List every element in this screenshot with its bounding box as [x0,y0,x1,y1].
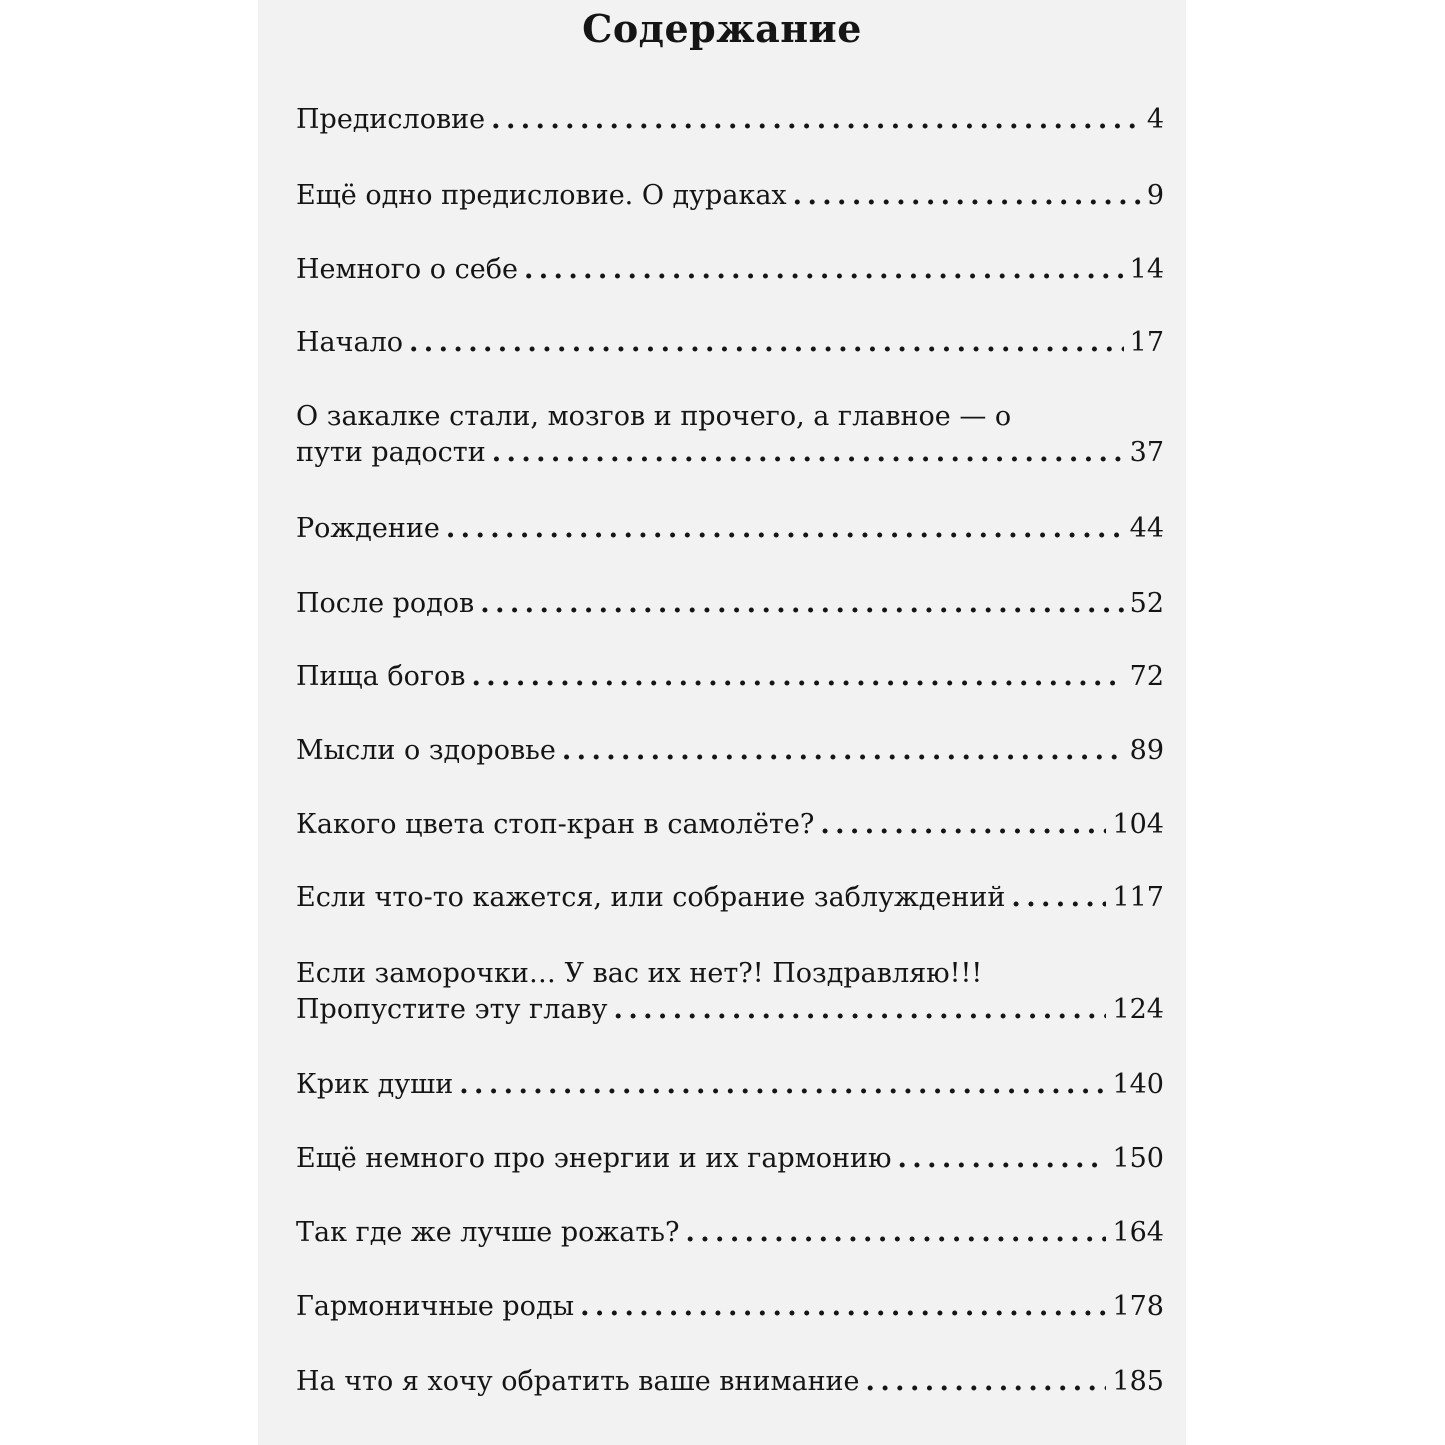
toc-entry [296,252,1164,288]
toc-page-number: 52 [1129,588,1164,619]
toc-page-number: 37 [1129,437,1164,468]
leader-dots [446,511,1124,547]
toc-page-number: 14 [1129,254,1164,285]
leader-dots [459,1067,1106,1103]
toc-entry [296,1141,1164,1177]
leader-dots [820,807,1106,843]
toc-page-number: 185 [1112,1366,1164,1397]
toc-entry-title: Пища богов [296,661,466,692]
toc-entry [296,733,1164,769]
leader-dots [866,1364,1107,1400]
toc-entry [296,659,1164,695]
leader-dots [524,252,1124,288]
toc-entry-title: Гармоничные роды [296,1291,575,1322]
toc-page-number: 124 [1112,994,1164,1025]
leader-dots [491,102,1141,138]
toc-entry [296,399,1164,471]
toc-entry-title: О закалке стали, мозгов и прочего, а главное — о [296,401,1012,432]
toc-entry-title: На что я хочу обратить ваше внимание [296,1366,860,1397]
toc-entry-title: Мысли о здоровье [296,735,556,766]
toc-page-number: 178 [1112,1291,1164,1322]
toc-entry-title: Предисловие [296,104,486,135]
toc-entry [296,807,1164,843]
toc-entry-title: Немного о себе [296,254,518,285]
leader-dots [471,659,1123,695]
toc-entry-title: Если заморочки… У вас их нет?! Поздравляю!!! [296,958,983,989]
toc-entry-title: Рождение [296,513,440,544]
toc-entry [296,102,1164,138]
leader-dots [409,325,1124,361]
toc-page-number: 104 [1112,809,1164,840]
toc-entry-title-continued: Пропустите эту главу [296,994,608,1025]
toc-entry [296,1215,1164,1251]
toc-entry-title: Какого цвета стоп-кран в самолёте? [296,809,815,840]
leader-dots [685,1215,1106,1251]
leader-dots [492,435,1124,471]
toc-entry [296,1067,1164,1103]
leader-dots [897,1141,1106,1177]
leader-dots [562,733,1124,769]
toc-page-number: 9 [1146,180,1164,211]
toc-entry-title: Крик души [296,1069,454,1100]
toc-entry-title: Так где же лучше рожать? [296,1217,680,1248]
toc-page-number: 4 [1146,104,1164,135]
toc-page-number: 89 [1129,735,1164,766]
toc-entry-title: Начало [296,327,403,358]
page-title: Содержание [582,6,862,51]
leader-dots [614,992,1107,1028]
leader-dots [580,1289,1106,1325]
leader-dots [1011,880,1106,916]
toc-page-number: 117 [1112,882,1164,913]
leader-dots [480,586,1123,622]
toc-entry [296,586,1164,622]
toc-entry-title: После родов [296,588,475,619]
toc-entry [296,1289,1164,1325]
toc-entry [296,325,1164,361]
toc-page-number: 164 [1112,1217,1164,1248]
toc-entry-title-continued: пути радости [296,437,486,468]
toc-entry [296,880,1164,916]
toc-page-number: 44 [1129,513,1164,544]
toc-entry-title: Ещё одно предисловие. О дураках [296,180,787,211]
toc-entry [296,178,1164,214]
toc-entry-title: Если что-то кажется, или собрание заблуждений [296,882,1006,913]
toc-page-number: 140 [1112,1069,1164,1100]
leader-dots [793,178,1141,214]
toc-entry [296,1364,1164,1400]
toc-entry [296,956,1164,1028]
toc-page-number: 17 [1129,327,1164,358]
book-page [258,0,1186,1445]
toc-entry [296,511,1164,547]
toc-entry-title: Ещё немного про энергии и их гармонию [296,1143,892,1174]
toc-page-number: 72 [1129,661,1164,692]
toc-page-number: 150 [1112,1143,1164,1174]
